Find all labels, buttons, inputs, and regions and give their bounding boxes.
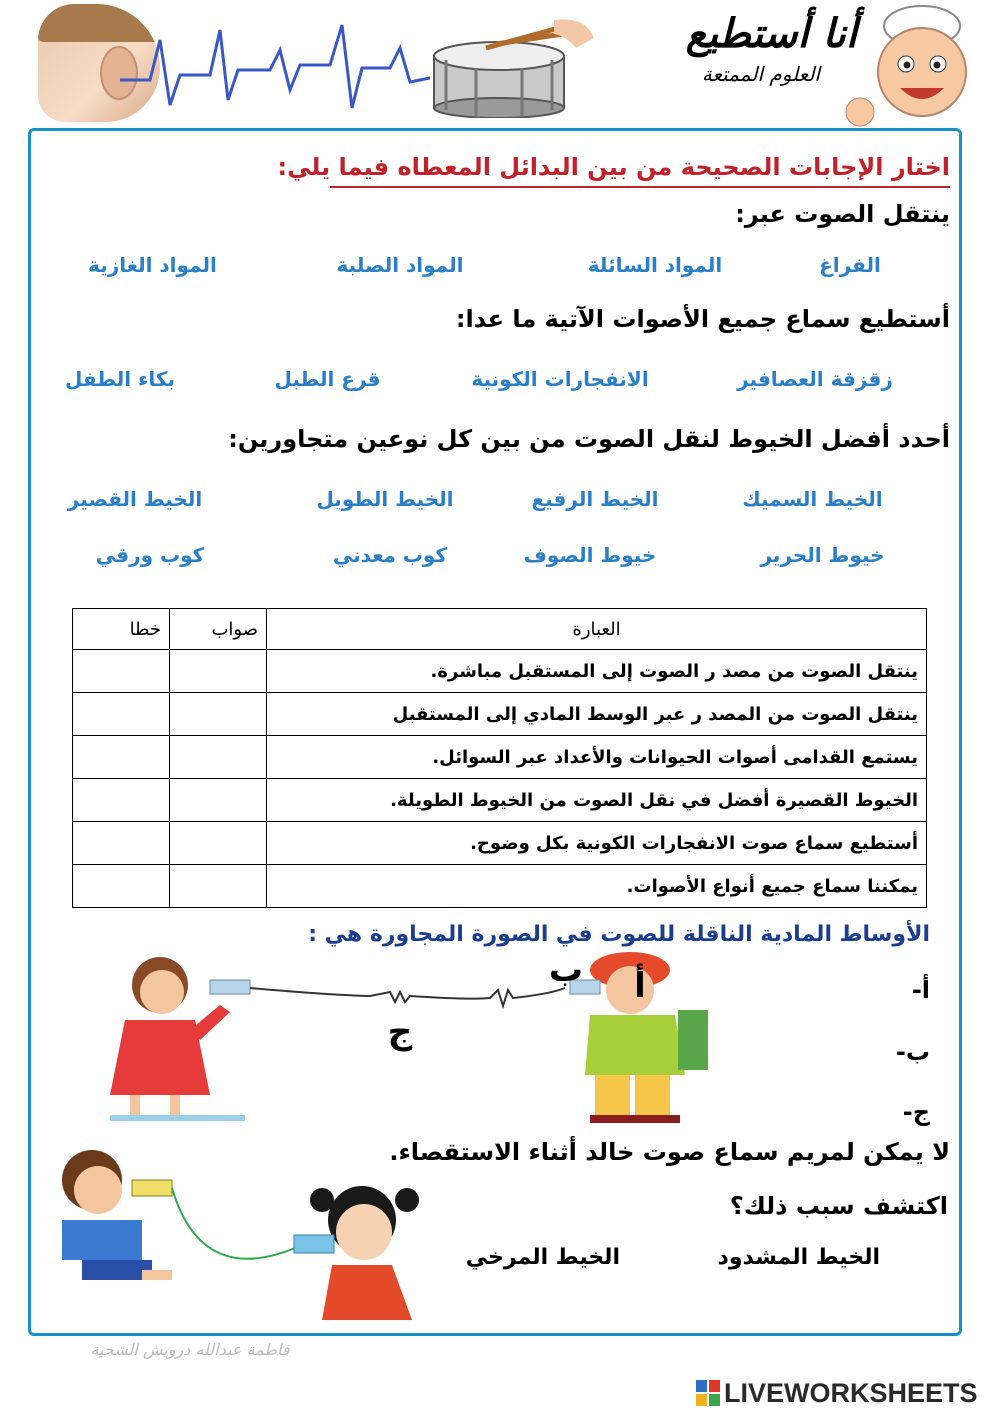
author-signature: فاطمة عبدالله درويش الشحية [90,1340,290,1359]
drum-graphic [426,18,596,118]
final-statement: لا يمكن لمريم سماع صوت خالد أثناء الاستقصاء. [389,1138,950,1166]
children-phone-illustration [32,1140,452,1340]
worksheet-title: أنا أستطيع [685,10,857,57]
q3-option-wool-threads[interactable]: خيوط الصوف [523,543,657,567]
q3-option-thin-thread[interactable]: الخيط الرفيع [531,487,659,511]
instruction-text: اختار الإجابات الصحيحة من بين البدائل المعطاه فيما يلي: [277,153,950,181]
q1-option-liquids[interactable]: المواد السائلة [587,253,723,277]
label-a: أ [634,966,646,1006]
q2-option-baby-cry[interactable]: بكاء الطفل [65,367,175,391]
false-answer-cell[interactable] [73,736,170,779]
true-answer-cell[interactable] [170,693,267,736]
worksheet-subtitle: العلوم الممتعة [701,62,820,86]
question-1-text: ينتقل الصوت عبر: [735,200,950,228]
q3-option-silk-threads[interactable]: خيوط الحرير [760,543,885,567]
false-answer-cell[interactable] [73,650,170,693]
table-row [73,650,927,693]
table-header-true: صواب [170,609,267,650]
true-answer-cell[interactable] [170,865,267,908]
true-false-table [72,608,927,908]
statement-cell: يستمع القدامى أصوات الحيوانات والأعداد عبر السوائل. [267,736,927,779]
statement-cell: يمكننا سماع جميع أنواع الأصوات. [267,865,927,908]
liveworksheets-logo [696,1378,996,1408]
statement-cell: ينتقل الصوت من مصد ر الصوت إلى المستقبل مباشرة. [267,650,927,693]
media-question-text: الأوساط المادية الناقلة للصوت في الصورة المجاورة هي : [308,922,930,947]
label-b: ب [548,950,584,990]
q3-option-metal-cup[interactable]: كوب معدني [332,543,448,567]
table-row [73,779,927,822]
question-2-text: أستطيع سماع جميع الأصوات الآتية ما عدا: [455,305,950,333]
final-question: اكتشف سبب ذلك؟ [729,1192,948,1220]
false-answer-cell[interactable] [73,865,170,908]
instruction-underline [330,186,950,188]
table-header-false: خطا [73,609,170,650]
q2-option-drum[interactable]: قرع الطبل [274,367,381,391]
worksheet-header [0,0,1000,128]
liveworksheets-logo-icon [696,1380,720,1406]
true-answer-cell[interactable] [170,650,267,693]
final-option-loose-thread[interactable]: الخيط المرخي [465,1245,620,1270]
q1-option-solids[interactable]: المواد الصلبة [336,253,464,277]
tin-can-phone-illustration [70,950,770,1130]
false-answer-cell[interactable] [73,693,170,736]
q2-option-birds[interactable]: زقزقة العصافير [737,367,893,391]
answer-a-label: أ- [911,976,930,1004]
statement-cell: ينتقل الصوت من المصد ر عبر الوسط المادي إلى المستقبل [267,693,927,736]
final-option-taut-thread[interactable]: الخيط المشدود [717,1245,880,1270]
table-row [73,693,927,736]
false-answer-cell[interactable] [73,779,170,822]
label-j: ج [387,1012,413,1052]
q3-option-long-thread[interactable]: الخيط الطويل [316,487,454,511]
table-header-statement: العبارة [267,609,927,650]
question-3-text: أحدد أفضل الخيوط لنقل الصوت من بين كل نوعين متجاورين: [228,425,950,453]
table-row [73,736,927,779]
false-answer-cell[interactable] [73,822,170,865]
true-answer-cell[interactable] [170,822,267,865]
statement-cell: أستطيع سماع صوت الانفجارات الكونية بكل وضوح. [267,822,927,865]
q3-option-thick-thread[interactable]: الخيط السميك [742,487,883,511]
liveworksheets-logo-text: LIVEWORKSHEETS [724,1378,978,1408]
true-answer-cell[interactable] [170,779,267,822]
boy-cartoon-face [842,4,994,128]
q3-option-short-thread[interactable]: الخيط القصير [67,487,203,511]
sound-wave-graphic [120,20,430,110]
table-row [73,822,927,865]
q3-option-paper-cup[interactable]: كوب ورقي [95,543,205,567]
true-answer-cell[interactable] [170,736,267,779]
q1-option-gases[interactable]: المواد الغازية [88,253,217,277]
table-header-row [73,609,927,650]
q1-option-vacuum[interactable]: الفراغ [819,253,881,277]
q2-option-cosmic-explosions[interactable]: الانفجارات الكونية [471,367,649,391]
statement-cell: الخيوط القصيرة أفضل في نقل الصوت من الخيوط الطويلة. [267,779,927,822]
answer-b-label: ب- [895,1038,930,1066]
answer-j-label: ج- [902,1098,930,1126]
table-row [73,865,927,908]
